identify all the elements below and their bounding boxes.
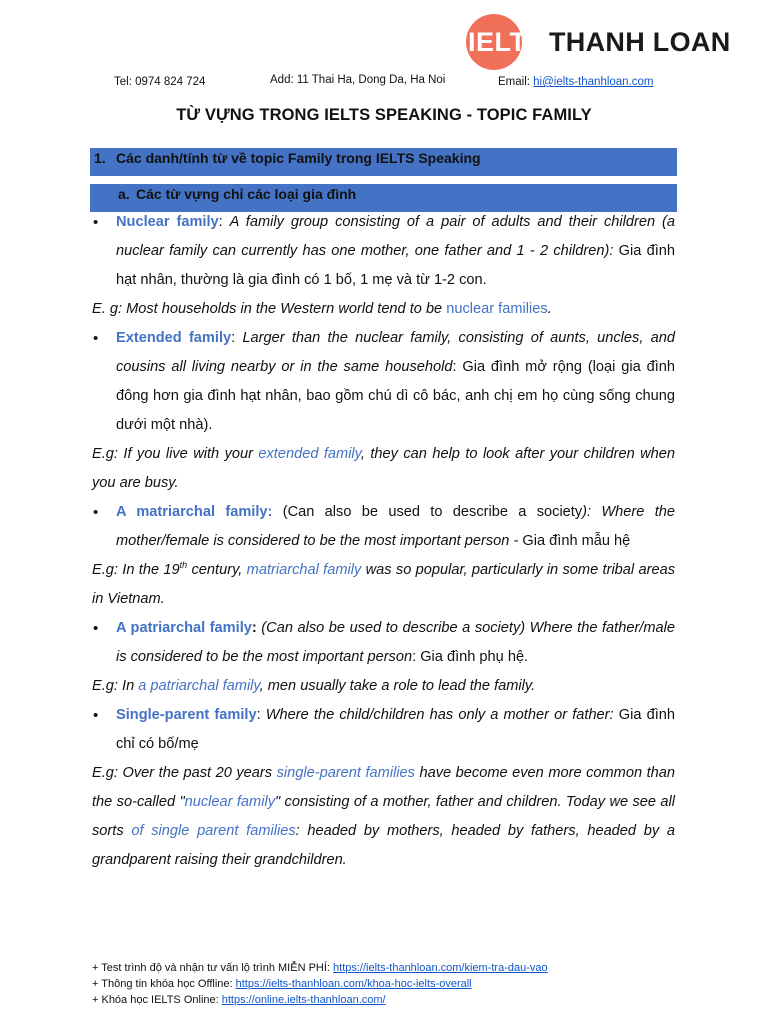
example-extended-family: [92, 440, 675, 498]
example-term: matriarchal family: [246, 562, 362, 578]
example-term-2: nuclear family: [184, 794, 275, 810]
example-term: single-parent families: [276, 765, 415, 781]
example-single-parent-family: [92, 759, 675, 875]
example-term: a patriarchal family: [138, 678, 260, 694]
example-text-end: was so popular, particularly in some tribal areas in Vietnam.: [92, 562, 675, 607]
footer-label: + Test trình độ và nhận tư vấn lộ trình MIỄN PHÍ:: [92, 962, 334, 974]
vietnamese-meaning: : Gia đình mở rộng (loại gia đình đông hơn gia đình hạt nhân, bao gồm chú dì cô bác, anh chị em họ cùng sống chung dưới một nhà).: [116, 359, 675, 433]
footer-label: + Thông tin khóa học Offline:: [92, 978, 236, 990]
entry-single-parent-family: [92, 701, 675, 759]
example-text-end: .: [547, 301, 552, 317]
footer-line-offline: [92, 976, 548, 992]
definition: Larger than the nuclear family, consisting of aunts, uncles, and cousins all living nearby or in the same household: [116, 330, 675, 375]
logo-ielts-text: IELTS: [468, 26, 546, 57]
footer-link-offline[interactable]: https://ielts-thanhloan.com/khoa-hoc-ielts-overall: [235, 978, 472, 990]
term-colon: :: [218, 214, 230, 230]
email-label: Email:: [498, 76, 534, 88]
brand-logo: [466, 14, 731, 70]
example-patriarchal-family: [92, 672, 675, 701]
subsection-number: a.: [118, 186, 130, 202]
entry-patriarchal-family: [92, 614, 675, 672]
example-nuclear-family: [92, 295, 675, 324]
term-colon: :: [256, 707, 266, 723]
definition: ): Where the mother/female is considered to be the most important person -: [116, 504, 675, 549]
contact-email: [498, 76, 654, 88]
vietnamese-meaning: Gia đình hạt nhân, thường là gia đình có 1 bố, 1 mẹ và từ 1-2 con.: [116, 243, 676, 288]
footer-line-online: [92, 992, 548, 1008]
contact-address: Add: 11 Thai Ha, Dong Da, Ha Noi: [270, 74, 446, 86]
vietnamese-meaning: Gia đình chỉ có bố/mẹ: [116, 707, 676, 752]
footer-label: + Khóa học IELTS Online:: [92, 994, 222, 1006]
example-text: E. g: Most households in the Western world tend to be: [92, 301, 447, 317]
email-link[interactable]: hi@ielts-thanhloan.com: [533, 76, 654, 88]
example-text: E.g: In the 19: [92, 562, 180, 578]
vocabulary-content: [92, 208, 675, 875]
term-colon: :: [231, 330, 243, 346]
example-text-end: : headed by mothers, headed by fathers, headed by a grandparent raising their grandchildren.: [92, 823, 675, 868]
usage-note: (Can also be used to describe a society: [272, 504, 583, 520]
term: Extended family: [116, 330, 232, 346]
example-text: E.g: If you live with your: [92, 446, 259, 462]
vietnamese-meaning: Gia đình mẫu hệ: [522, 533, 631, 549]
term: A patriarchal family: [116, 620, 252, 636]
term: Single-parent family: [116, 707, 257, 723]
example-text-end: , they can help to look after your children when you are busy.: [92, 446, 675, 491]
subsection-label: Các từ vựng chỉ các loại gia đình: [136, 186, 357, 202]
example-text-mid-2: " consisting of a mother, father and children. Today we see all sorts: [92, 794, 676, 839]
footer-link-test[interactable]: https://ielts-thanhloan.com/kiem-tra-dau-vao: [333, 962, 548, 974]
section-heading-1: [90, 148, 677, 176]
vietnamese-meaning: : Gia đình phụ hệ.: [412, 649, 529, 665]
example-text: E.g: In: [92, 678, 139, 694]
definition: (Can also be used to describe a society) Where the father/male is considered to be the most important person: [116, 620, 675, 665]
example-text-mid: have become even more common than the so-called ": [92, 765, 675, 810]
section-label: Các danh/tính từ về topic Family trong IELTS Speaking: [116, 150, 481, 166]
entry-nuclear-family: [92, 208, 675, 295]
example-text-mid: century,: [187, 562, 247, 578]
term-colon: :: [251, 620, 257, 636]
term: A matriarchal family:: [116, 504, 273, 520]
entry-extended-family: [92, 324, 675, 440]
footer-links: [92, 960, 548, 1008]
footer-link-online[interactable]: https://online.ielts-thanhloan.com/: [221, 994, 386, 1006]
page-title: TỪ VỰNG TRONG IELTS SPEAKING - TOPIC FAMILY: [176, 106, 592, 124]
ordinal-suffix: th: [179, 560, 188, 571]
footer-line-test: [92, 960, 548, 976]
definition: A family group consisting of a pair of adults and their children (a nuclear family can currently has one mother, one father and 1 - 2 children):: [116, 214, 675, 259]
example-text: E.g: Over the past 20 years: [92, 765, 277, 781]
entry-matriarchal-family: [92, 498, 675, 556]
section-number: 1.: [94, 150, 106, 166]
example-term: extended family: [258, 446, 361, 462]
contact-phone: Tel: 0974 824 724: [114, 76, 206, 88]
term: Nuclear family: [116, 214, 219, 230]
definition: Where the child/children has only a mother or father:: [265, 707, 619, 723]
example-matriarchal-family: [92, 556, 675, 614]
example-text-end: , men usually take a role to lead the family.: [259, 678, 536, 694]
example-term: nuclear families: [446, 301, 548, 317]
logo-brand-text: THANH LOAN: [549, 26, 731, 57]
example-term-3: of single parent families: [131, 823, 296, 839]
